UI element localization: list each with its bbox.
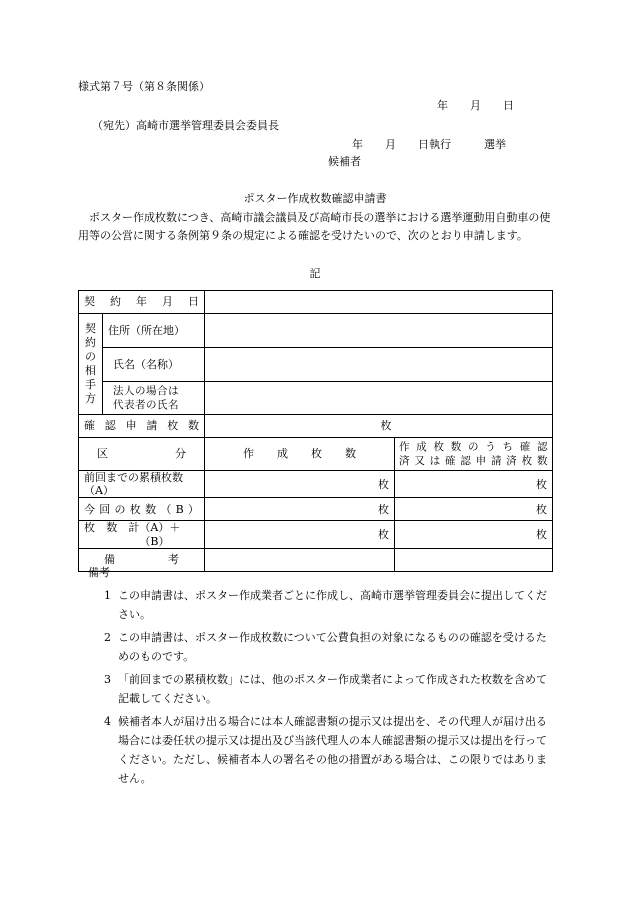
label-char: （ — [160, 502, 172, 516]
label-char: 作 — [243, 447, 254, 461]
spread-text — [84, 295, 199, 308]
label-char: 計 — [128, 521, 140, 535]
label-char: 申 — [125, 419, 137, 433]
label-char: 分 — [175, 447, 186, 461]
confirm-count-label — [79, 415, 205, 438]
column-header-made — [205, 438, 395, 471]
notes-section — [78, 564, 552, 788]
label-char: ） — [187, 502, 199, 516]
confirm-count-value — [205, 415, 553, 438]
election-date-line: 年 月 日執行 選挙 — [352, 138, 506, 151]
row-label-previous — [79, 471, 205, 498]
intro-paragraph: ポスター作成枚数につき、高崎市議会議員及び高崎市長の選挙における選挙運動用自動車の使用等の公営に関する条例第９条の規定による確認を受けたいので、次のとおり申請します。 — [78, 211, 551, 242]
spread-text — [243, 447, 356, 460]
label-char: 数 — [536, 455, 548, 467]
label-char: 請 — [146, 419, 158, 433]
label-char: 考 — [168, 553, 179, 567]
label-char: 数 — [450, 441, 462, 453]
label-char: 認 — [104, 419, 116, 433]
address-label — [103, 314, 205, 348]
label-char: う — [485, 441, 497, 453]
this-made-value — [205, 498, 395, 521]
label-char: 枚 — [433, 441, 445, 453]
label-char: B — [175, 502, 184, 516]
label-char: 請 — [490, 455, 502, 467]
label-char: 回 — [99, 502, 111, 516]
note-item — [78, 670, 552, 708]
label-char: 年 — [136, 295, 147, 309]
contract-date-label — [79, 291, 205, 314]
name-label-text: 氏名（名称） — [113, 357, 179, 371]
previous-made-value — [205, 471, 395, 498]
column-header-category — [79, 438, 205, 471]
note-number: 1 — [104, 589, 111, 602]
contract-date-value — [205, 291, 553, 314]
label-char: 確 — [84, 419, 95, 433]
representative-line1: 法人の場合は — [113, 385, 179, 397]
representative-label — [103, 382, 205, 415]
vertical-char: 約 — [85, 336, 96, 349]
spread-text — [97, 447, 186, 460]
row-label-this-time — [79, 498, 205, 521]
notes-heading: 備考 — [88, 566, 110, 579]
address-label-text: 住所（所在地） — [108, 323, 185, 337]
label-char: 備 — [104, 553, 115, 567]
label-char: 約 — [110, 295, 121, 309]
application-table — [78, 290, 553, 572]
vertical-char: の — [85, 350, 96, 363]
spread-text — [399, 440, 548, 454]
note-number: 3 — [104, 673, 111, 686]
note-item — [78, 586, 552, 624]
label-char: 確 — [519, 441, 531, 453]
label-char: 今 — [84, 502, 95, 516]
form-number: 様式第７号（第８条関係） — [78, 80, 210, 93]
vertical-text — [79, 322, 102, 406]
vertical-char: 相 — [85, 364, 96, 377]
spread-text — [84, 419, 199, 432]
vertical-char: 手 — [85, 378, 96, 391]
note-text: 「前回までの累積枚数」には、他のポスター作成業者によって作成された枚数を含めて記載してください。 — [118, 673, 547, 705]
total-made-value — [205, 521, 395, 548]
unit-label: 枚 — [378, 527, 389, 541]
spread-text — [399, 454, 548, 468]
this-confirmed-value — [395, 498, 553, 521]
total-formula: （A）＋（B） — [139, 521, 181, 548]
label-char: 数 — [145, 502, 157, 516]
label-char: 成 — [416, 441, 428, 453]
label-char: 済 — [399, 455, 410, 467]
label-char: の — [468, 441, 479, 453]
label-char: 確 — [444, 455, 456, 467]
table-row — [79, 382, 553, 415]
label-char: 済 — [506, 455, 518, 467]
label-char: 数 — [187, 419, 199, 433]
unit-label: 枚 — [380, 419, 392, 433]
label-char: 契 — [84, 295, 95, 309]
label-char: 数 — [345, 447, 356, 461]
column-header-confirmed — [395, 438, 553, 471]
addressee: （宛先）高崎市選挙管理委員会委員長 — [92, 119, 279, 132]
row-prev-text: 前回までの累積枚数（A） — [84, 471, 183, 498]
note-item — [78, 712, 552, 788]
total-label-row — [84, 521, 199, 547]
ki-label: 記 — [309, 267, 321, 280]
address-value — [205, 314, 553, 348]
label-char: 日 — [188, 295, 199, 309]
table-row — [79, 415, 553, 438]
table-row — [79, 291, 553, 314]
representative-value — [205, 382, 553, 415]
label-char: ち — [502, 441, 514, 453]
name-value — [205, 348, 553, 382]
contract-party-label — [79, 314, 103, 415]
label-char: 認 — [460, 455, 472, 467]
label-char: 認 — [537, 441, 548, 453]
label-char: の — [114, 502, 126, 516]
note-number: 2 — [104, 631, 111, 644]
table-row — [79, 348, 553, 382]
row-label-total — [79, 521, 205, 548]
label-char: 数 — [106, 521, 118, 535]
label-char: 枚 — [129, 502, 141, 516]
label-char: 枚 — [84, 521, 95, 535]
table-row — [79, 438, 553, 471]
label-char: 申 — [475, 455, 487, 467]
total-confirmed-value — [395, 521, 553, 548]
note-text: この申請書は、ポスター作成業者ごとに作成し、高崎市選挙管理委員会に提出してください。 — [118, 589, 547, 621]
note-number: 4 — [104, 715, 111, 728]
label-char: 又 — [414, 455, 426, 467]
unit-label: 枚 — [536, 502, 548, 516]
vertical-char: 方 — [85, 392, 96, 405]
representative-line2: 代表者の氏名 — [113, 399, 179, 411]
note-text: 候補者本人が届け出る場合には本人確認書類の提示又は提出を、その代理人が届け出る場合には委任状の提示又は提出及び当該代理人の本人確認書類の提示又は提出を行ってください。ただし、候補者本人の署名その他の措置がある場合は、この限りではありません。 — [118, 715, 547, 785]
note-text: この申請書は、ポスター作成枚数について公費負担の対象になるものの確認を受けるためのものです。 — [118, 631, 547, 663]
label-char: 成 — [277, 447, 288, 461]
label-char: 月 — [162, 295, 173, 309]
unit-label: 枚 — [378, 477, 389, 491]
table-row — [79, 314, 553, 348]
table-row — [79, 521, 553, 548]
candidate-label: 候補者 — [328, 155, 361, 168]
label-char: 作 — [399, 441, 410, 453]
spread-text — [84, 503, 199, 516]
label-char: 枚 — [167, 419, 179, 433]
previous-confirmed-value — [395, 471, 553, 498]
unit-label: 枚 — [536, 527, 548, 541]
label-char: 枚 — [311, 447, 322, 461]
table-row — [79, 471, 553, 498]
vertical-char: 契 — [85, 322, 96, 335]
unit-label: 枚 — [378, 502, 389, 516]
spread-text — [84, 521, 139, 547]
table-row — [79, 498, 553, 521]
name-label — [103, 348, 205, 382]
note-item — [78, 628, 552, 666]
submission-date: 年 月 日 — [437, 99, 514, 112]
document-title: ポスター作成枚数確認申請書 — [243, 192, 387, 205]
unit-label: 枚 — [536, 477, 548, 491]
label-char: 枚 — [521, 455, 533, 467]
label-char: は — [429, 455, 441, 467]
label-char: 区 — [97, 447, 108, 461]
